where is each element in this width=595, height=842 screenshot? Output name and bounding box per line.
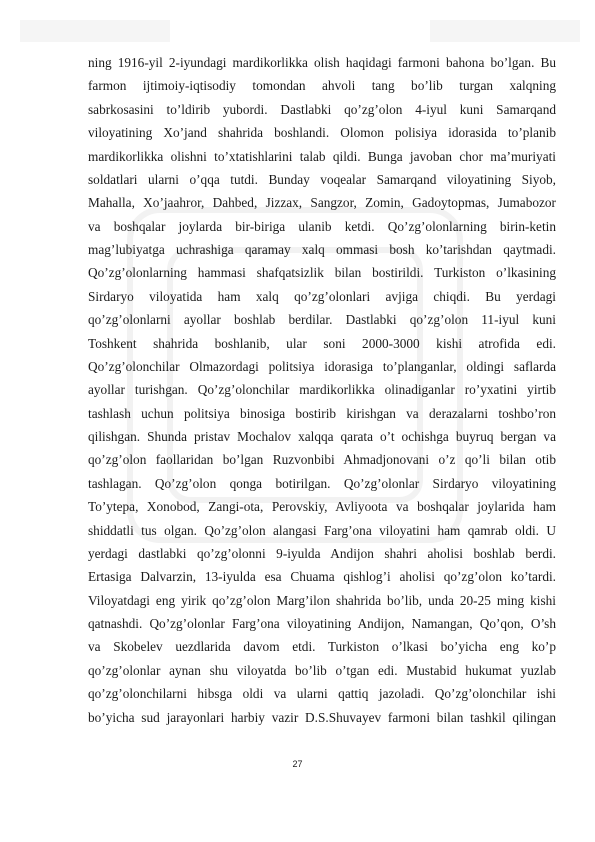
text-line: qilishgan. Shunda pristav Mochalov xalqqa qarata o’t ochishga buyruq bergan va [88,429,556,444]
text-line: Qo’zg’olonlarning hammasi shafqatsizlik bilan bostirildi. Turkiston o’lkasining [88,265,556,281]
text-line: qo’zg’olonchilarni hibsga oldi va ularni qattiq jazoladi. Qo’zg’olonchilar ishi [88,686,556,702]
text-line: qo’zg’olonlar aynan shu viloyatda bo’lib o’tgan edi. Mustabid hukumat yuzlab [88,662,556,678]
text-line: soldatlari ularni o’qqa tutdi. Bunday voqealar Samarqand viloyatining Siyob, [88,171,556,187]
text-line: Ertasiga Dalvarzin, 13-iyulda esa Chuama qishlog’i aholisi qo’zg’olon ko’tardi. [88,569,556,585]
body-text [88,51,556,729]
text-line: va Skobelev uezdlarida davom etdi. Turkiston o’lkasi bo’yicha eng ko’p [88,639,556,655]
text-line: yerdagi dastlabki qo’zg’olonni 9-iyulda Andijon shahri aholisi boshlab berdi. [88,545,556,561]
text-line: tashlash uchun politsiya binosiga bostirib kirishgan va derazalarni toshbo’ron [88,405,556,421]
text-line: tashlagan. Qo’zg’olon qonga botirilgan. Qo’zg’olonlar Sirdaryo viloyatining [88,475,556,491]
text-line: shiddatli tus olgan. Qo’zg’olon alangasi Farg’ona viloyatini ham qamrab oldi. U [88,522,556,538]
text-line: Qo’zg’olonchilar Olmazordagi politsiya idorasiga to’planganlar, oldingi saflarda [88,358,556,374]
text-line: qo’zg’olon faollaridan bo’lgan Ruzvonbibi Ahmadjonovani o’z qo’li bilan otib [88,452,556,468]
text-line: va boshqalar joylarda bir-biriga ulanib ketdi. Qo’zg’olonlarning birin-ketin [88,218,556,234]
text-line: Mahalla, Xo’jaahror, Dahbed, Jizzax, Sangzor, Zomin, Gadoytopmas, Jumabozor [88,195,556,211]
text-line: Toshkent shahrida boshlanib, ular soni 2000-3000 kishi atrofida edi. [88,335,556,351]
text-line: bo’yicha sud jarayonlari harbiy vazir D.S.Shuvayev farmoni bilan tashkil qilingan [88,709,556,725]
text-line: mag’lubiyatga uchrashiga qaramay xalq ommasi bosh ko’tarishdan qaytmadi. [88,242,556,257]
text-line: farmon ijtimoiy-iqtisodiy tomondan ahvoli tang bo’lib turgan xalqning [88,78,556,94]
text-line: ayollar turishgan. Qo’zg’olonchilar mardikorlikka olinadiganlar ro’yxatini yirtib [88,382,556,398]
text-line: Viloyatdagi eng yirik qo’zg’olon Marg’ilon shahrida bo’lib, unda 20-25 ming kishi [88,592,556,608]
text-line: mardikorlikka olishni to’xtatishlarini talab qildi. Bunga javoban chor ma’muriyati [88,148,556,164]
text-line: To’ytepa, Xonobod, Zangi-ota, Perovskiy, Avliyoota va boshqalar joylarida ham [88,499,556,515]
text-line: qo’zg’olonlarni ayollar boshlab berdilar. Dastlabki qo’zg’olon 11-iyul kuni [88,312,556,328]
page-number: 27 [292,759,303,769]
text-line: ning 1916-yil 2-iyundagi mardikorlikka olish haqidagi farmoni bahona bo’lgan. Bu [88,55,556,70]
text-line: qatnashdi. Qo’zg’olonlar Farg’ona viloyatining Andijon, Namangan, Qo’qon, O’sh [88,616,556,631]
text-line: Sirdaryo viloyatida ham xalq qo’zg’olonlari avjiga chiqdi. Bu yerdagi [88,288,556,304]
text-line: viloyatining Xo’jand shahrida boshlandi. Olomon polisiya idorasida to’planib [88,125,556,141]
text-line: sabrkosasini to’ldirib yubordi. Dastlabki qo’zg’olon 4-iyul kuni Samarqand [88,101,556,117]
